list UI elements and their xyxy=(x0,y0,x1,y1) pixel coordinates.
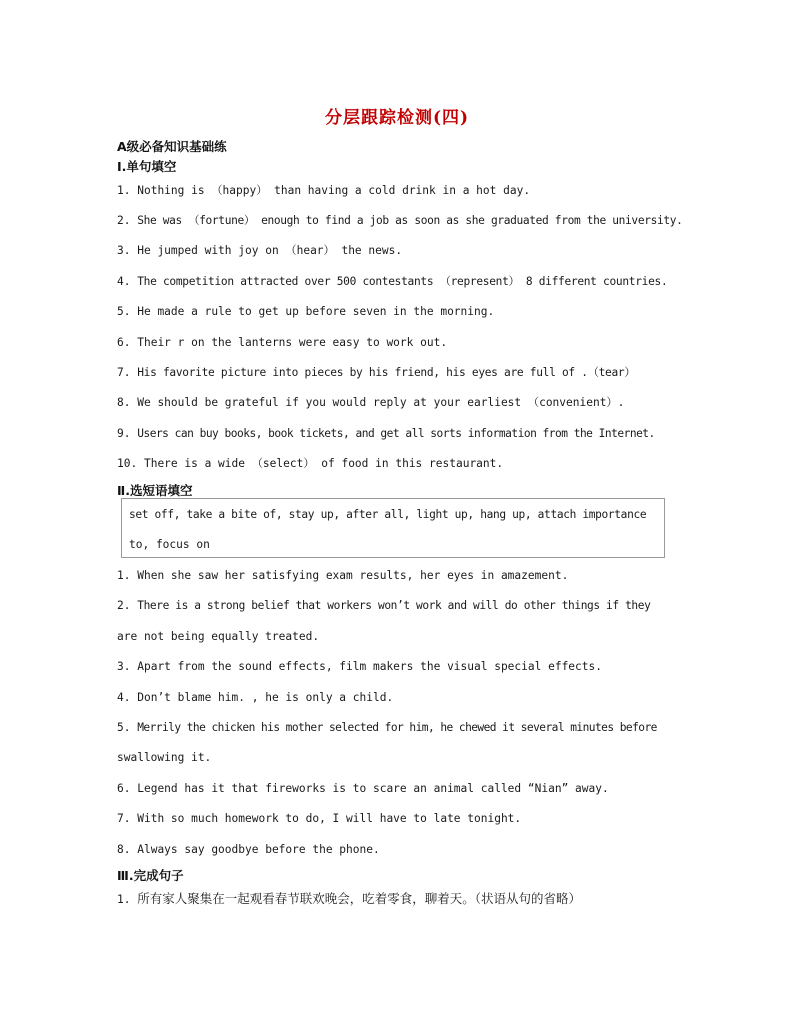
s2-item-2-cont: are not being equally treated. xyxy=(117,630,320,643)
s1-item-9: 9. Users can buy books, book tickets, and get all sorts information from the Internet. xyxy=(117,427,655,440)
s2-item-8: 8. Always say goodbye before the phone. xyxy=(117,843,380,856)
s1-item-4: 4. The competition attracted over 500 contestants （represent） 8 different countries. xyxy=(117,275,668,288)
s2-item-2: 2. There is a strong belief that workers won’t work and will do other things if they xyxy=(117,599,651,612)
s2-item-5: 5. Merrily the chicken his mother selected for him, he chewed it several minutes before xyxy=(117,721,657,734)
s1-item-1: 1. Nothing is （happy） than having a cold drink in a hot day. xyxy=(117,184,531,197)
s1-item-5: 5. He made a rule to get up before seven in the morning. xyxy=(117,305,495,318)
section3-heading: Ⅲ.完成句子 xyxy=(117,868,184,883)
s1-item-10: 10. There is a wide （select） of food in this restaurant. xyxy=(117,457,504,470)
s1-item-3: 3. He jumped with joy on （hear） the news. xyxy=(117,244,403,257)
s2-item-1: 1. When she saw her satisfying exam results, her eyes in amazement. xyxy=(117,569,569,582)
s2-item-4: 4. Don’t blame him. , he is only a child. xyxy=(117,691,394,704)
s2-item-6: 6. Legend has it that fireworks is to scare an animal called “Nian” away. xyxy=(117,782,609,795)
s1-item-8: 8. We should be grateful if you would reply at your earliest （convenient）. xyxy=(117,396,625,409)
s3-item-1: 1. 所有家人聚集在一起观看春节联欢晚会，吃着零食，聊着天。（状语从句的省略） xyxy=(117,891,581,906)
s2-item-5-cont: swallowing it. xyxy=(117,751,212,764)
page-title: 分层跟踪检测(四) xyxy=(324,108,470,128)
s1-item-6: 6. Their r on the lanterns were easy to work out. xyxy=(117,336,448,349)
s2-item-7: 7. With so much homework to do, I will have to late tonight. xyxy=(117,812,522,825)
s1-item-7: 7. His favorite picture into pieces by his friend, his eyes are full of .（tear） xyxy=(117,366,636,379)
phrase-box-line-2: to, focus on xyxy=(129,538,210,551)
level-heading: A级必备知识基础练 xyxy=(117,139,227,154)
phrase-box-line-1: set off, take a bite of, stay up, after all, light up, hang up, attach importance xyxy=(129,508,647,521)
phrase-box xyxy=(121,498,665,558)
s1-item-2: 2. She was （fortune） enough to find a job as soon as she graduated from the university. xyxy=(117,214,683,227)
section2-heading: Ⅱ.选短语填空 xyxy=(117,483,193,498)
s2-item-3: 3. Apart from the sound effects, film makers the visual special effects. xyxy=(117,660,602,673)
section1-heading: Ⅰ.单句填空 xyxy=(117,159,177,174)
